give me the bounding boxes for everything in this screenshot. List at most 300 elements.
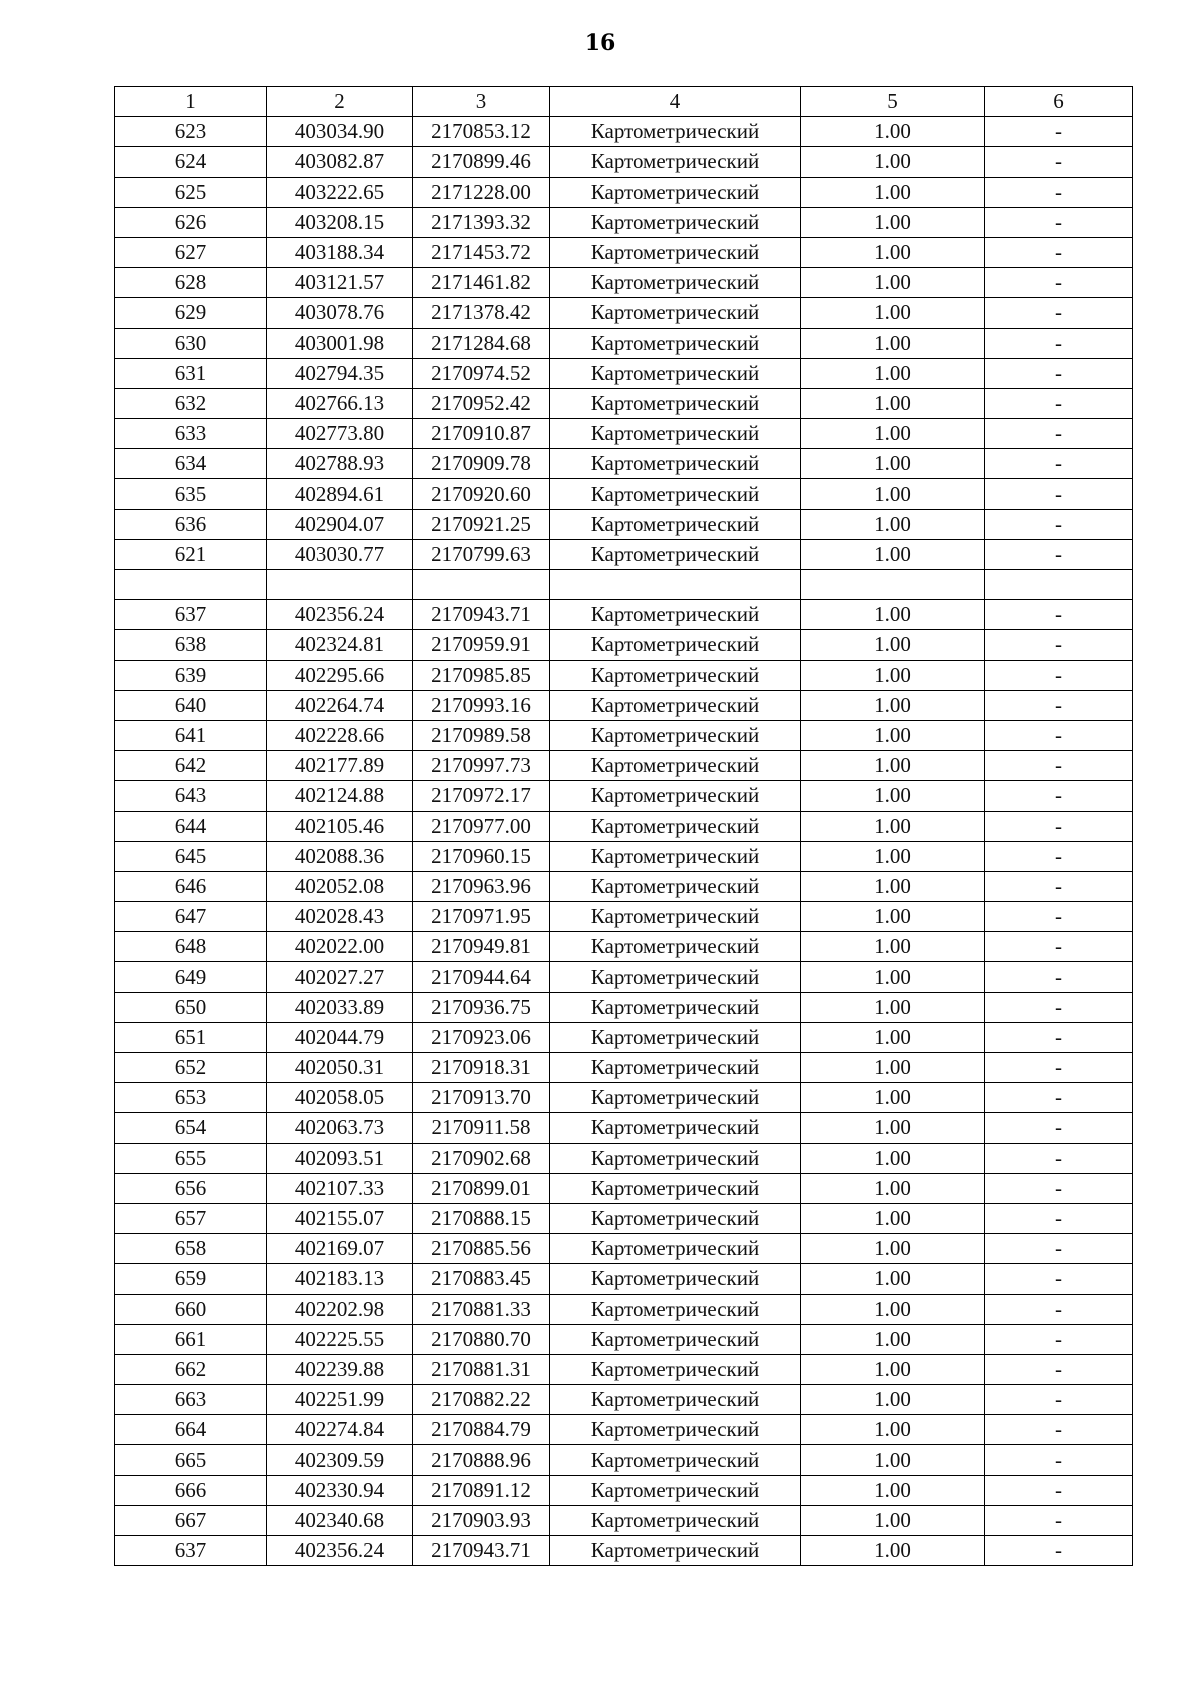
- note-cell: -: [985, 1234, 1133, 1264]
- accuracy-cell: 1.00: [801, 811, 985, 841]
- x-coordinate-cell: 402264.74: [267, 690, 413, 720]
- y-coordinate-cell: 2170903.93: [413, 1505, 550, 1535]
- y-coordinate-cell: 2170909.78: [413, 449, 550, 479]
- column-header-3: 3: [413, 87, 550, 117]
- point-number-cell: 632: [115, 388, 267, 418]
- point-number-cell: 655: [115, 1143, 267, 1173]
- method-cell: Картометрический: [550, 660, 801, 690]
- note-cell: -: [985, 268, 1133, 298]
- column-header-2: 2: [267, 87, 413, 117]
- accuracy-cell: 1.00: [801, 1324, 985, 1354]
- accuracy-cell: 1.00: [801, 1083, 985, 1113]
- table-row: [115, 1445, 1133, 1475]
- note-cell: -: [985, 962, 1133, 992]
- point-number-cell: 658: [115, 1234, 267, 1264]
- point-number-cell: 653: [115, 1083, 267, 1113]
- point-number-cell: 624: [115, 147, 267, 177]
- y-coordinate-cell: 2171453.72: [413, 237, 550, 267]
- x-coordinate-cell: 403001.98: [267, 328, 413, 358]
- note-cell: -: [985, 871, 1133, 901]
- x-coordinate-cell: 402788.93: [267, 449, 413, 479]
- note-cell: -: [985, 1475, 1133, 1505]
- accuracy-cell: 1.00: [801, 268, 985, 298]
- note-cell: -: [985, 328, 1133, 358]
- y-coordinate-cell: 2170921.25: [413, 509, 550, 539]
- method-cell: Картометрический: [550, 419, 801, 449]
- x-coordinate-cell: 403082.87: [267, 147, 413, 177]
- accuracy-cell: 1.00: [801, 388, 985, 418]
- y-coordinate-cell: 2170902.68: [413, 1143, 550, 1173]
- note-cell: -: [985, 781, 1133, 811]
- accuracy-cell: 1.00: [801, 237, 985, 267]
- method-cell: Картометрический: [550, 207, 801, 237]
- coordinates-table: [114, 86, 1133, 1566]
- table-row: [115, 147, 1133, 177]
- y-coordinate-cell: 2170971.95: [413, 902, 550, 932]
- method-cell: Картометрический: [550, 1234, 801, 1264]
- table-row: [115, 268, 1133, 298]
- x-coordinate-cell: 402295.66: [267, 660, 413, 690]
- x-coordinate-cell: 402063.73: [267, 1113, 413, 1143]
- accuracy-cell: 1.00: [801, 1173, 985, 1203]
- method-cell: [550, 570, 801, 600]
- x-coordinate-cell: 402093.51: [267, 1143, 413, 1173]
- table-row: [115, 1324, 1133, 1354]
- table-row: [115, 1173, 1133, 1203]
- note-cell: -: [985, 509, 1133, 539]
- table-row: [115, 811, 1133, 841]
- y-coordinate-cell: 2170899.46: [413, 147, 550, 177]
- method-cell: Картометрический: [550, 449, 801, 479]
- y-coordinate-cell: 2170997.73: [413, 751, 550, 781]
- y-coordinate-cell: 2170888.96: [413, 1445, 550, 1475]
- note-cell: -: [985, 388, 1133, 418]
- y-coordinate-cell: 2170943.71: [413, 1536, 550, 1566]
- note-cell: -: [985, 902, 1133, 932]
- x-coordinate-cell: 402773.80: [267, 419, 413, 449]
- table-row: [115, 902, 1133, 932]
- table-header-row: [115, 87, 1133, 117]
- y-coordinate-cell: 2170881.31: [413, 1354, 550, 1384]
- accuracy-cell: 1.00: [801, 1113, 985, 1143]
- table-row: [115, 932, 1133, 962]
- y-coordinate-cell: 2170920.60: [413, 479, 550, 509]
- x-coordinate-cell: 402107.33: [267, 1173, 413, 1203]
- x-coordinate-cell: 403208.15: [267, 207, 413, 237]
- method-cell: Картометрический: [550, 388, 801, 418]
- note-cell: -: [985, 1415, 1133, 1445]
- page-number: 16: [584, 30, 616, 56]
- note-cell: -: [985, 1053, 1133, 1083]
- accuracy-cell: 1.00: [801, 871, 985, 901]
- accuracy-cell: 1.00: [801, 660, 985, 690]
- point-number-cell: 637: [115, 1536, 267, 1566]
- method-cell: Картометрический: [550, 1385, 801, 1415]
- accuracy-cell: 1.00: [801, 1445, 985, 1475]
- y-coordinate-cell: 2170880.70: [413, 1324, 550, 1354]
- table-row: [115, 660, 1133, 690]
- point-number-cell: 651: [115, 1022, 267, 1052]
- table-row: [115, 1475, 1133, 1505]
- accuracy-cell: 1.00: [801, 720, 985, 750]
- table-row: [115, 298, 1133, 328]
- note-cell: -: [985, 1113, 1133, 1143]
- method-cell: Картометрический: [550, 1173, 801, 1203]
- x-coordinate-cell: 402274.84: [267, 1415, 413, 1445]
- x-coordinate-cell: 402309.59: [267, 1445, 413, 1475]
- table-row: [115, 1113, 1133, 1143]
- x-coordinate-cell: 402124.88: [267, 781, 413, 811]
- table-row: [115, 751, 1133, 781]
- method-cell: Картометрический: [550, 841, 801, 871]
- x-coordinate-cell: 402894.61: [267, 479, 413, 509]
- table-row: [115, 1415, 1133, 1445]
- x-coordinate-cell: 402033.89: [267, 992, 413, 1022]
- method-cell: Картометрический: [550, 1022, 801, 1052]
- accuracy-cell: 1.00: [801, 539, 985, 569]
- y-coordinate-cell: 2170883.45: [413, 1264, 550, 1294]
- note-cell: -: [985, 660, 1133, 690]
- method-cell: Картометрический: [550, 237, 801, 267]
- point-number-cell: 649: [115, 962, 267, 992]
- note-cell: -: [985, 1173, 1133, 1203]
- y-coordinate-cell: 2170989.58: [413, 720, 550, 750]
- point-number-cell: 647: [115, 902, 267, 932]
- x-coordinate-cell: 402169.07: [267, 1234, 413, 1264]
- note-cell: -: [985, 1083, 1133, 1113]
- method-cell: Картометрический: [550, 1294, 801, 1324]
- x-coordinate-cell: 403030.77: [267, 539, 413, 569]
- y-coordinate-cell: 2170943.71: [413, 600, 550, 630]
- x-coordinate-cell: 402105.46: [267, 811, 413, 841]
- accuracy-cell: 1.00: [801, 1536, 985, 1566]
- table-row: [115, 358, 1133, 388]
- method-cell: Картометрический: [550, 630, 801, 660]
- point-number-cell: 644: [115, 811, 267, 841]
- method-cell: Картометрический: [550, 358, 801, 388]
- note-cell: -: [985, 811, 1133, 841]
- method-cell: Картометрический: [550, 147, 801, 177]
- note-cell: -: [985, 479, 1133, 509]
- note-cell: -: [985, 1022, 1133, 1052]
- x-coordinate-cell: 403034.90: [267, 117, 413, 147]
- point-number-cell: 623: [115, 117, 267, 147]
- point-number-cell: 654: [115, 1113, 267, 1143]
- method-cell: Картометрический: [550, 811, 801, 841]
- point-number-cell: 659: [115, 1264, 267, 1294]
- point-number-cell: 662: [115, 1354, 267, 1384]
- method-cell: Картометрический: [550, 1053, 801, 1083]
- y-coordinate-cell: 2170993.16: [413, 690, 550, 720]
- note-cell: -: [985, 1445, 1133, 1475]
- table-row: [115, 871, 1133, 901]
- y-coordinate-cell: 2170949.81: [413, 932, 550, 962]
- method-cell: Картометрический: [550, 1505, 801, 1535]
- point-number-cell: 666: [115, 1475, 267, 1505]
- table-row: [115, 388, 1133, 418]
- y-coordinate-cell: 2171284.68: [413, 328, 550, 358]
- accuracy-cell: 1.00: [801, 600, 985, 630]
- note-cell: -: [985, 690, 1133, 720]
- table-row: [115, 720, 1133, 750]
- accuracy-cell: 1.00: [801, 207, 985, 237]
- method-cell: Картометрический: [550, 1475, 801, 1505]
- accuracy-cell: 1.00: [801, 328, 985, 358]
- note-cell: -: [985, 177, 1133, 207]
- note-cell: -: [985, 1385, 1133, 1415]
- accuracy-cell: 1.00: [801, 1385, 985, 1415]
- y-coordinate-cell: [413, 570, 550, 600]
- y-coordinate-cell: 2171393.32: [413, 207, 550, 237]
- x-coordinate-cell: 402183.13: [267, 1264, 413, 1294]
- note-cell: -: [985, 1536, 1133, 1566]
- x-coordinate-cell: 402766.13: [267, 388, 413, 418]
- point-number-cell: 641: [115, 720, 267, 750]
- table-row: [115, 1203, 1133, 1233]
- accuracy-cell: 1.00: [801, 841, 985, 871]
- y-coordinate-cell: 2170891.12: [413, 1475, 550, 1505]
- point-number-cell: 636: [115, 509, 267, 539]
- table-row: [115, 479, 1133, 509]
- y-coordinate-cell: 2170963.96: [413, 871, 550, 901]
- table-row: [115, 449, 1133, 479]
- y-coordinate-cell: 2170853.12: [413, 117, 550, 147]
- accuracy-cell: 1.00: [801, 781, 985, 811]
- point-number-cell: 664: [115, 1415, 267, 1445]
- accuracy-cell: 1.00: [801, 1475, 985, 1505]
- point-number-cell: 648: [115, 932, 267, 962]
- point-number-cell: 643: [115, 781, 267, 811]
- method-cell: Картометрический: [550, 479, 801, 509]
- note-cell: -: [985, 1264, 1133, 1294]
- note-cell: -: [985, 1324, 1133, 1354]
- accuracy-cell: 1.00: [801, 479, 985, 509]
- point-number-cell: 652: [115, 1053, 267, 1083]
- table-row: [115, 570, 1133, 600]
- y-coordinate-cell: 2171378.42: [413, 298, 550, 328]
- note-cell: -: [985, 992, 1133, 1022]
- x-coordinate-cell: [267, 570, 413, 600]
- method-cell: Картометрический: [550, 1113, 801, 1143]
- accuracy-cell: 1.00: [801, 177, 985, 207]
- note-cell: -: [985, 720, 1133, 750]
- method-cell: Картометрический: [550, 117, 801, 147]
- note-cell: -: [985, 207, 1133, 237]
- table-row: [115, 1083, 1133, 1113]
- point-number-cell: 650: [115, 992, 267, 1022]
- accuracy-cell: [801, 570, 985, 600]
- table-body: [115, 117, 1133, 1566]
- table-row: [115, 600, 1133, 630]
- table-row: [115, 1022, 1133, 1052]
- note-cell: -: [985, 1354, 1133, 1384]
- note-cell: -: [985, 539, 1133, 569]
- y-coordinate-cell: 2170936.75: [413, 992, 550, 1022]
- table-row: [115, 207, 1133, 237]
- method-cell: Картометрический: [550, 539, 801, 569]
- method-cell: Картометрический: [550, 328, 801, 358]
- accuracy-cell: 1.00: [801, 932, 985, 962]
- method-cell: Картометрический: [550, 1445, 801, 1475]
- note-cell: -: [985, 751, 1133, 781]
- point-number-cell: 645: [115, 841, 267, 871]
- table-row: [115, 1354, 1133, 1384]
- accuracy-cell: 1.00: [801, 1354, 985, 1384]
- point-number-cell: 628: [115, 268, 267, 298]
- accuracy-cell: 1.00: [801, 1022, 985, 1052]
- table-row: [115, 419, 1133, 449]
- column-header-5: 5: [801, 87, 985, 117]
- x-coordinate-cell: 402251.99: [267, 1385, 413, 1415]
- y-coordinate-cell: 2170918.31: [413, 1053, 550, 1083]
- y-coordinate-cell: 2170911.58: [413, 1113, 550, 1143]
- table-row: [115, 117, 1133, 147]
- y-coordinate-cell: 2170985.85: [413, 660, 550, 690]
- table-row: [115, 1294, 1133, 1324]
- note-cell: -: [985, 449, 1133, 479]
- point-number-cell: 627: [115, 237, 267, 267]
- point-number-cell: 660: [115, 1294, 267, 1324]
- point-number-cell: 656: [115, 1173, 267, 1203]
- note-cell: -: [985, 147, 1133, 177]
- accuracy-cell: 1.00: [801, 1264, 985, 1294]
- table-row: [115, 1385, 1133, 1415]
- x-coordinate-cell: 402088.36: [267, 841, 413, 871]
- x-coordinate-cell: 402050.31: [267, 1053, 413, 1083]
- x-coordinate-cell: 403188.34: [267, 237, 413, 267]
- accuracy-cell: 1.00: [801, 1143, 985, 1173]
- method-cell: Картометрический: [550, 690, 801, 720]
- y-coordinate-cell: 2170959.91: [413, 630, 550, 660]
- method-cell: Картометрический: [550, 509, 801, 539]
- table-row: [115, 1143, 1133, 1173]
- note-cell: -: [985, 1143, 1133, 1173]
- y-coordinate-cell: 2170977.00: [413, 811, 550, 841]
- method-cell: Картометрический: [550, 751, 801, 781]
- note-cell: -: [985, 358, 1133, 388]
- x-coordinate-cell: 402356.24: [267, 600, 413, 630]
- accuracy-cell: 1.00: [801, 962, 985, 992]
- x-coordinate-cell: 403222.65: [267, 177, 413, 207]
- y-coordinate-cell: 2170944.64: [413, 962, 550, 992]
- y-coordinate-cell: 2171228.00: [413, 177, 550, 207]
- column-header-4: 4: [550, 87, 801, 117]
- x-coordinate-cell: 402027.27: [267, 962, 413, 992]
- table-row: [115, 1536, 1133, 1566]
- accuracy-cell: 1.00: [801, 298, 985, 328]
- note-cell: -: [985, 932, 1133, 962]
- table-row: [115, 509, 1133, 539]
- point-number-cell: 621: [115, 539, 267, 569]
- table-row: [115, 177, 1133, 207]
- method-cell: Картометрический: [550, 1536, 801, 1566]
- y-coordinate-cell: 2170882.22: [413, 1385, 550, 1415]
- accuracy-cell: 1.00: [801, 1203, 985, 1233]
- accuracy-cell: 1.00: [801, 1234, 985, 1264]
- accuracy-cell: 1.00: [801, 1294, 985, 1324]
- point-number-cell: 633: [115, 419, 267, 449]
- table-row: [115, 1505, 1133, 1535]
- y-coordinate-cell: 2170910.87: [413, 419, 550, 449]
- note-cell: -: [985, 237, 1133, 267]
- note-cell: -: [985, 1294, 1133, 1324]
- y-coordinate-cell: 2170960.15: [413, 841, 550, 871]
- accuracy-cell: 1.00: [801, 1053, 985, 1083]
- accuracy-cell: 1.00: [801, 147, 985, 177]
- x-coordinate-cell: 402044.79: [267, 1022, 413, 1052]
- method-cell: Картометрический: [550, 902, 801, 932]
- x-coordinate-cell: 402239.88: [267, 1354, 413, 1384]
- point-number-cell: 667: [115, 1505, 267, 1535]
- method-cell: Картометрический: [550, 600, 801, 630]
- y-coordinate-cell: 2170888.15: [413, 1203, 550, 1233]
- method-cell: Картометрический: [550, 1324, 801, 1354]
- point-number-cell: 663: [115, 1385, 267, 1415]
- table-row: [115, 690, 1133, 720]
- method-cell: Картометрический: [550, 1264, 801, 1294]
- y-coordinate-cell: 2170913.70: [413, 1083, 550, 1113]
- point-number-cell: 665: [115, 1445, 267, 1475]
- accuracy-cell: 1.00: [801, 630, 985, 660]
- accuracy-cell: 1.00: [801, 1505, 985, 1535]
- note-cell: -: [985, 1505, 1133, 1535]
- table-row: [115, 841, 1133, 871]
- method-cell: Картометрический: [550, 720, 801, 750]
- accuracy-cell: 1.00: [801, 509, 985, 539]
- x-coordinate-cell: 403078.76: [267, 298, 413, 328]
- x-coordinate-cell: 402794.35: [267, 358, 413, 388]
- accuracy-cell: 1.00: [801, 690, 985, 720]
- y-coordinate-cell: 2170881.33: [413, 1294, 550, 1324]
- y-coordinate-cell: 2170884.79: [413, 1415, 550, 1445]
- method-cell: Картометрический: [550, 1083, 801, 1113]
- note-cell: -: [985, 600, 1133, 630]
- accuracy-cell: 1.00: [801, 992, 985, 1022]
- point-number-cell: 634: [115, 449, 267, 479]
- point-number-cell: [115, 570, 267, 600]
- method-cell: Картометрический: [550, 268, 801, 298]
- accuracy-cell: 1.00: [801, 751, 985, 781]
- y-coordinate-cell: 2170923.06: [413, 1022, 550, 1052]
- x-coordinate-cell: 403121.57: [267, 268, 413, 298]
- x-coordinate-cell: 402340.68: [267, 1505, 413, 1535]
- x-coordinate-cell: 402904.07: [267, 509, 413, 539]
- point-number-cell: 640: [115, 690, 267, 720]
- x-coordinate-cell: 402177.89: [267, 751, 413, 781]
- x-coordinate-cell: 402324.81: [267, 630, 413, 660]
- note-cell: -: [985, 298, 1133, 328]
- column-header-6: 6: [985, 87, 1133, 117]
- column-header-1: 1: [115, 87, 267, 117]
- table-row: [115, 237, 1133, 267]
- table-row: [115, 1234, 1133, 1264]
- y-coordinate-cell: 2170899.01: [413, 1173, 550, 1203]
- y-coordinate-cell: 2170885.56: [413, 1234, 550, 1264]
- point-number-cell: 629: [115, 298, 267, 328]
- method-cell: Картометрический: [550, 1354, 801, 1384]
- note-cell: [985, 570, 1133, 600]
- point-number-cell: 657: [115, 1203, 267, 1233]
- x-coordinate-cell: 402228.66: [267, 720, 413, 750]
- table-row: [115, 781, 1133, 811]
- table-row: [115, 992, 1133, 1022]
- x-coordinate-cell: 402225.55: [267, 1324, 413, 1354]
- accuracy-cell: 1.00: [801, 117, 985, 147]
- accuracy-cell: 1.00: [801, 449, 985, 479]
- point-number-cell: 635: [115, 479, 267, 509]
- note-cell: -: [985, 419, 1133, 449]
- table-row: [115, 1264, 1133, 1294]
